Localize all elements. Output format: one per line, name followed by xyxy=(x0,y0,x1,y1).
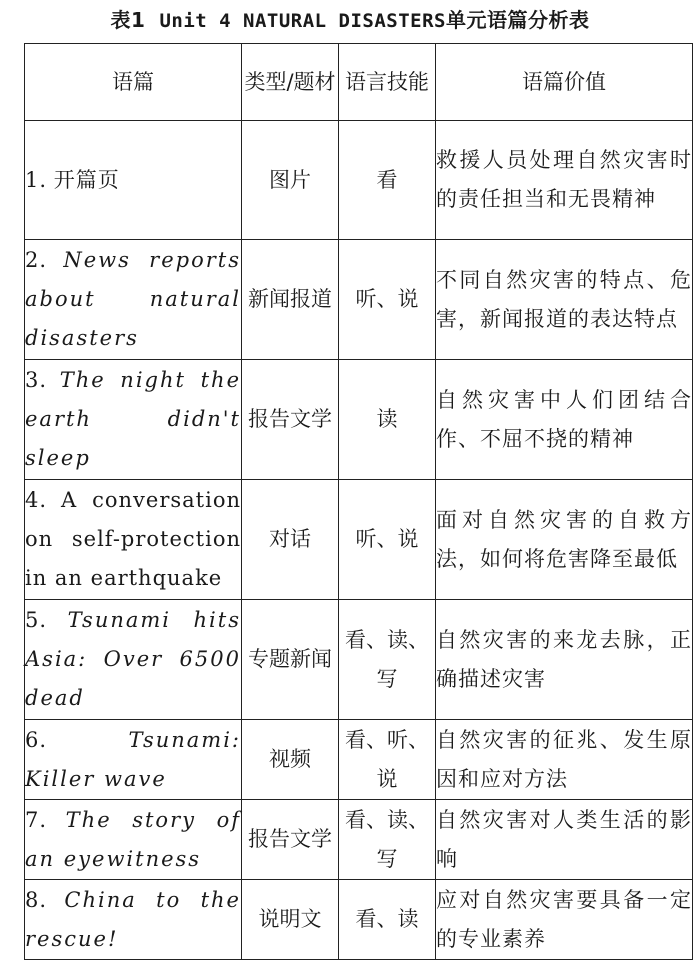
cell-type: 专题新闻 xyxy=(242,600,339,720)
row-title: A conversation on self-protection in an earthquake xyxy=(25,488,241,590)
cell-type: 视频 xyxy=(242,720,339,800)
header-text: 语篇 xyxy=(25,44,242,121)
table-row xyxy=(25,480,693,600)
table-caption xyxy=(0,4,700,33)
table-row xyxy=(25,360,693,480)
caption-unit: Unit 4 NATURAL DISASTERS xyxy=(159,10,446,32)
cell-text xyxy=(25,600,242,720)
row-number: 6. xyxy=(25,727,48,752)
row-title: The night the earth didn't sleep xyxy=(25,368,241,470)
row-number: 4. xyxy=(25,488,48,512)
cell-text xyxy=(25,240,242,360)
cell-skill: 看、听、说 xyxy=(339,720,436,800)
cell-type: 报告文学 xyxy=(242,360,339,480)
cell-type: 对话 xyxy=(242,480,339,600)
row-number: 3. xyxy=(25,368,48,392)
cell-skill: 看、读、写 xyxy=(339,800,436,880)
caption-number: 表1 xyxy=(110,8,146,32)
row-number: 1. xyxy=(25,167,48,192)
caption-suffix: 单元语篇分析表 xyxy=(445,8,590,32)
cell-value: 不同自然灾害的特点、危害，新闻报道的表达特点 xyxy=(436,240,693,360)
cell-value: 救援人员处理自然灾害时的责任担当和无畏精神 xyxy=(436,121,693,240)
cell-value: 自然灾害中人们团结合作、不屈不挠的精神 xyxy=(436,360,693,480)
cell-type: 报告文学 xyxy=(242,800,339,880)
cell-skill: 听、说 xyxy=(339,480,436,600)
cell-skill: 看、读 xyxy=(339,880,436,960)
row-title: The story of an eyewitness xyxy=(25,807,241,871)
row-number: 2. xyxy=(25,248,48,272)
header-type: 类型/题材 xyxy=(242,44,339,121)
cell-value: 自然灾害对人类生活的影响 xyxy=(436,800,693,880)
cell-text xyxy=(25,360,242,480)
cell-skill: 看 xyxy=(339,121,436,240)
table-row xyxy=(25,800,693,880)
table-row xyxy=(25,240,693,360)
row-number: 8. xyxy=(25,887,48,912)
table-row xyxy=(25,600,693,720)
row-title: News reports about natural disasters xyxy=(25,248,241,350)
cell-text xyxy=(25,800,242,880)
cell-type: 说明文 xyxy=(242,880,339,960)
cell-skill: 读 xyxy=(339,360,436,480)
row-number: 5. xyxy=(25,608,48,632)
table-row xyxy=(25,720,693,800)
cell-value: 面对自然灾害的自救方法，如何将危害降至最低 xyxy=(436,480,693,600)
cell-text xyxy=(25,121,242,240)
cell-value: 自然灾害的来龙去脉，正确描述灾害 xyxy=(436,600,693,720)
row-title: Tsunami hits Asia: Over 6500 dead xyxy=(25,608,241,710)
row-number: 7. xyxy=(25,807,48,832)
cell-value: 应对自然灾害要具备一定的专业素养 xyxy=(436,880,693,960)
cell-text xyxy=(25,880,242,960)
row-title: Tsunami: Killer wave xyxy=(25,727,241,791)
cell-type: 图片 xyxy=(242,121,339,240)
table-row xyxy=(25,121,693,240)
cell-type: 新闻报道 xyxy=(242,240,339,360)
cell-text xyxy=(25,720,242,800)
header-value: 语篇价值 xyxy=(436,44,693,121)
cell-text xyxy=(25,480,242,600)
table-row xyxy=(25,880,693,960)
cell-skill: 看、读、写 xyxy=(339,600,436,720)
header-row xyxy=(25,44,693,121)
row-title: China to the rescue! xyxy=(25,887,241,951)
row-title: 开篇页 xyxy=(53,167,120,192)
cell-skill: 听、说 xyxy=(339,240,436,360)
header-skill: 语言技能 xyxy=(339,44,436,121)
cell-value: 自然灾害的征兆、发生原因和应对方法 xyxy=(436,720,693,800)
analysis-table xyxy=(24,43,693,960)
